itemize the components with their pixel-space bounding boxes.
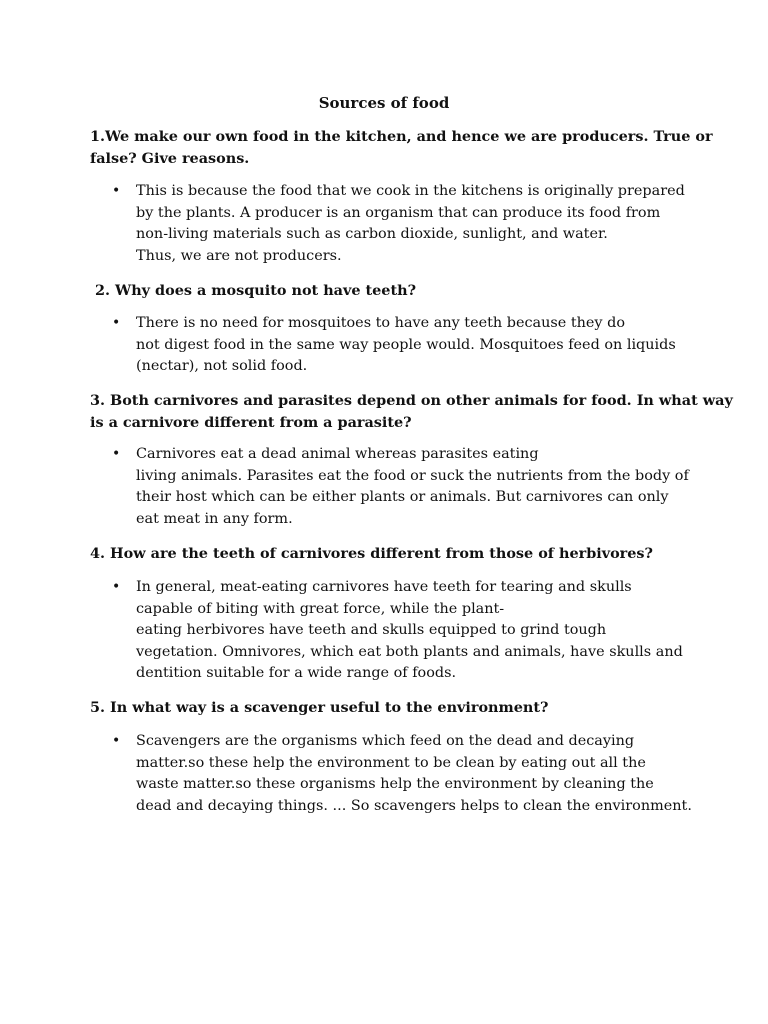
question-line: is a carnivore different from a parasite? bbox=[90, 413, 412, 431]
answer-4 bbox=[112, 577, 690, 685]
question-1 bbox=[90, 126, 713, 169]
question-5 bbox=[90, 697, 680, 719]
answer-line: vegetation. Omnivores, which eat both plants and animals, have skulls and bbox=[136, 643, 683, 660]
answer-line: This is because the food that we cook in the kitchens is originally prepared bbox=[136, 183, 685, 199]
answer-3 bbox=[112, 444, 690, 530]
answer-line: eating herbivores have teeth and skulls equipped to grind tough bbox=[136, 622, 607, 638]
question-2 bbox=[90, 280, 680, 302]
answer-line: waste matter.so these organisms help the environment by cleaning the bbox=[136, 776, 654, 792]
answer-1 bbox=[112, 181, 690, 267]
bullet-marker: • bbox=[112, 579, 121, 595]
question-line: 5. In what way is a scavenger useful to the environment? bbox=[90, 699, 549, 716]
answer-line: Thus, we are not producers. bbox=[136, 247, 342, 264]
answer-line: matter.so these help the environment to be clean by eating out all the bbox=[136, 754, 646, 771]
answer-line: their host which can be either plants or animals. But carnivores can only bbox=[136, 489, 669, 505]
answer-line: not digest food in the same way people would. Mosquitoes feed on liquids bbox=[136, 336, 676, 353]
answer-line: (nectar), not solid food. bbox=[136, 358, 308, 374]
question-line: false? Give reasons. bbox=[90, 149, 250, 167]
question-3 bbox=[90, 390, 733, 433]
bullet-marker: • bbox=[112, 315, 121, 331]
bullet-marker: • bbox=[112, 733, 121, 749]
answer-line: In general, meat-eating carnivores have teeth for tearing and skulls bbox=[136, 579, 632, 595]
answer-5 bbox=[112, 731, 690, 817]
answer-line: There is no need for mosquitoes to have any teeth because they do bbox=[136, 315, 625, 331]
answer-line: dentition suitable for a wide range of foods. bbox=[136, 665, 457, 681]
answer-2 bbox=[112, 313, 690, 378]
answer-line: living animals. Parasites eat the food or suck the nutrients from the body of bbox=[136, 467, 689, 484]
question-line: 2. Why does a mosquito not have teeth? bbox=[90, 282, 417, 299]
question-line: 3. Both carnivores and parasites depend on other animals for food. In what way bbox=[90, 392, 733, 409]
bullet-marker: • bbox=[112, 446, 121, 462]
question-line: 1.We make our own food in the kitchen, and hence we are producers. True or bbox=[90, 128, 713, 145]
question-4 bbox=[90, 543, 680, 565]
answer-line: by the plants. A producer is an organism that can produce its food from bbox=[136, 204, 661, 221]
answer-line: capable of biting with great force, while the plant- bbox=[136, 600, 505, 617]
answer-line: dead and decaying things. ... So scavengers helps to clean the environment. bbox=[136, 797, 692, 814]
answer-line: non-living materials such as carbon dioxide, sunlight, and water. bbox=[136, 226, 608, 242]
bullet-marker: • bbox=[112, 183, 121, 199]
answer-line: Scavengers are the organisms which feed on the dead and decaying bbox=[136, 733, 635, 749]
document-title: Sources of food bbox=[318, 94, 450, 112]
answer-line: Carnivores eat a dead animal whereas parasites eating bbox=[136, 446, 539, 462]
answer-line: eat meat in any form. bbox=[136, 510, 293, 527]
question-line: 4. How are the teeth of carnivores different from those of herbivores? bbox=[90, 545, 653, 562]
